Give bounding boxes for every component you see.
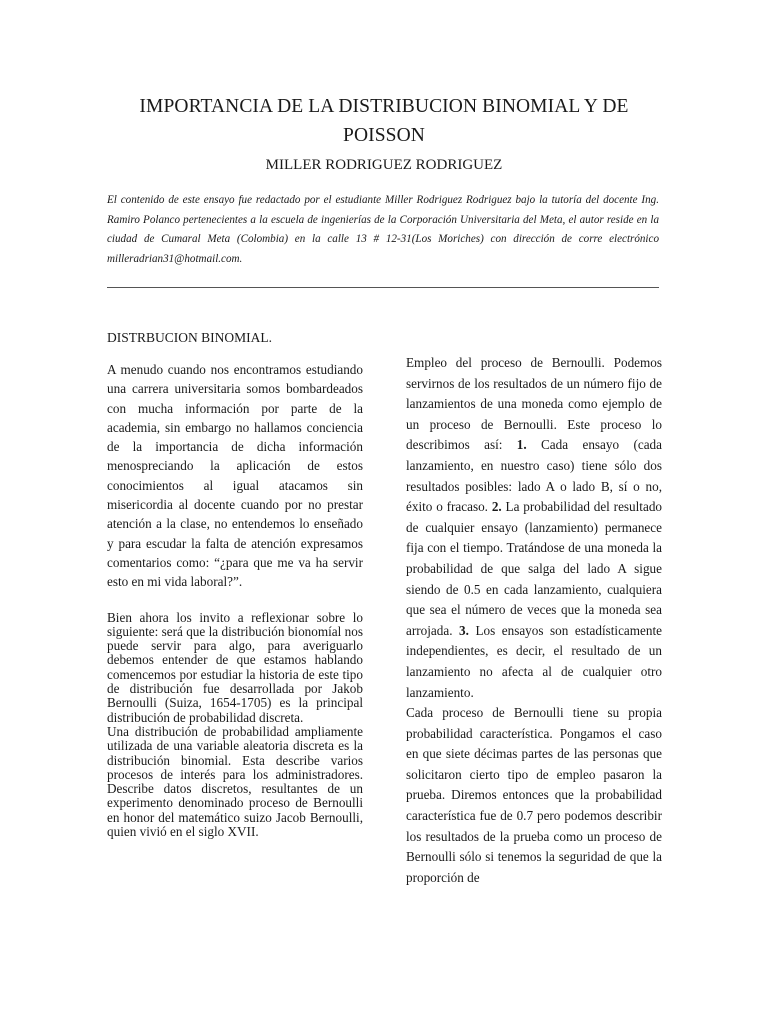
paragraph: Bien ahora los invito a reflexionar sobre lo siguiente: será que la distribución bionomíal nos puede servir para algo, para averiguarlo debemos entender de que estamos hablando comencemos por estudiar la historia de este tipo de distribución fue desarrollada por Jakob Bernoulli (Suiza, 1654-1705) es la principal distribución de probabilidad discreta. xyxy=(107,609,363,725)
separator-line xyxy=(107,287,659,288)
author-name: MILLER RODRIGUEZ RODRIGUEZ xyxy=(265,157,503,173)
list-number: 1. xyxy=(516,437,527,453)
right-column xyxy=(406,353,662,888)
section-heading: DISTRBUCION BINOMIAL. xyxy=(107,330,272,345)
abstract: El contenido de este ensayo fue redactado por el estudiante Miller Rodriguez Rodriguez bajo la tutoría del docente Ing. Ramiro Polanco pertenecientes a la escuela de ingenierías de la Corporación Universitaria del Meta, el autor reside en la ciudad de Cumaral Meta (Colombia) en la calle 13 # 12-31(Los Moriches) con dirección de corre electrónico milleradrian31@hotmail.com. xyxy=(107,194,659,265)
paragraph: Una distribución de probabilidad ampliamente utilizada de una variable aleatoria discreta es la distribución binomial. Esta describe varios procesos de interés para los administradores. Describe datos discretos, resultantes de un experimento denominado proceso de Bernoulli en honor del matemático suizo Jacob Bernoulli, quien vivió en el siglo XVII. xyxy=(107,723,363,840)
paragraph: A menudo cuando nos encontramos estudiando una carrera universitaria somos bombardeados con mucha información por parte de la academia, sin embargo no hallamos conciencia de la importancia de dicha información menospreciando la aplicación de estos conocimientos al igual atacamos sin misericordia al docente cuando por no prestar atención a la clase, no entendemos lo enseñado y para escudar la falta de atención expresamos comentarios como: “¿para que me va ha servir esto en mi vida laboral?”. xyxy=(107,362,363,590)
list-number: 2. xyxy=(491,499,502,515)
list-item-text: Los ensayos son estadísticamente independientes, es decir, el resultado de un lanzamiento no afecta al de cualquier otro lanzamiento. xyxy=(406,622,663,700)
list-number: 3. xyxy=(459,622,469,638)
paragraph xyxy=(406,353,662,703)
list-item-text: Cada ensayo (cada lanzamiento, en nuestro caso) tiene sólo dos resultados posibles: lado A o lado B, sí o no, éxito o fracaso. xyxy=(406,437,662,515)
paragraph-text: Empleo del proceso de Bernoulli. Podemos servirnos de los resultados de un número fijo de lanzamientos de una moneda como ejemplo de un proceso de Bernoulli. Este proceso lo describimos así: xyxy=(406,355,662,453)
left-column xyxy=(107,330,363,839)
paragraph: Cada proceso de Bernoulli tiene su propia probabilidad característica. Pongamos el caso en que siete décimas partes de las personas que solicitaron cierto tipo de empleo pasaron la prueba. Diremos entonces que la probabilidad característica fue de 0.7 pero podemos describir los resultados de la prueba como un proceso de Bernoulli sólo si tenemos la seguridad de que la proporción de xyxy=(406,705,662,885)
list-item-text: La probabilidad del resultado de cualquier ensayo (lanzamiento) permanece fija con el tiempo. Tratándose de una moneda la probabilidad de que salga del lado A sigue siendo de 0.5 en cada lanzamiento, cualquiera que sea el número de veces que la moneda sea arrojada. xyxy=(406,499,663,638)
document-title: IMPORTANCIA DE LA DISTRIBUCION BINOMIAL Y DE POISSON xyxy=(139,96,629,146)
